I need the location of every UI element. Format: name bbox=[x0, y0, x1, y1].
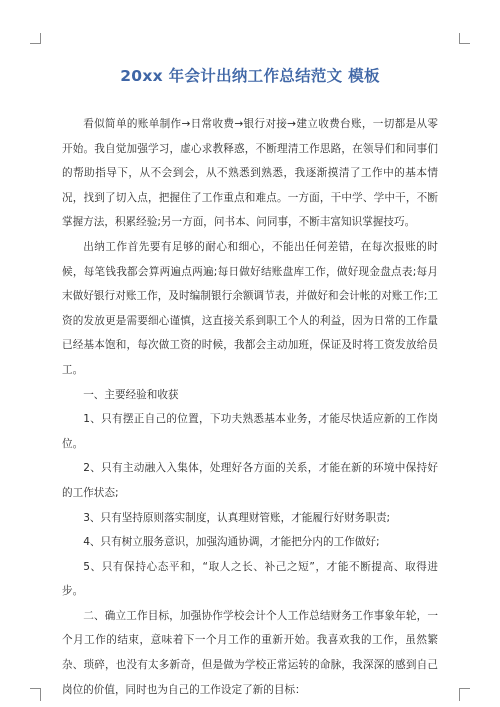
crop-mark-top-left bbox=[30, 33, 41, 44]
section-goals: 二、确立工作目标，加强协作学校会计个人工作总结财务工作事象年轮，一个月工作的结束，意味着下一个月工作的重新开始。我喜欢我的工作，虽然繁杂、琐碎，也没有太多新奇，但是做为学校正常运转的命脉，我深深的感到自己岗位的价值，同时也为自己的工作设定了新的目标： bbox=[62, 609, 438, 696]
section-heading-experience: 一、主要经验和收获 bbox=[83, 388, 179, 401]
crop-mark-top-right bbox=[459, 33, 470, 44]
list-item-2: 2、只有主动融入入集体，处理好各方面的关系，才能在新的环境中保持好的工作状态; bbox=[62, 462, 438, 499]
list-item-5: 5、只有保持心态平和，“取人之长、补己之短”，才能不断提高、取得进步。 bbox=[62, 560, 438, 598]
document-body bbox=[62, 112, 438, 702]
list-item-1: 1、只有摆正自己的位置，下功夫熟悉基本业务，才能尽快适应新的工作岗位。 bbox=[62, 413, 438, 450]
list-item-4: 4、只有树立服务意识，加强沟通协调，才能把分内的工作做好; bbox=[83, 536, 380, 549]
list-item-3: 3、只有坚持原则落实制度，认真理财管账，才能履行好财务职责; bbox=[83, 511, 391, 524]
crop-mark-bottom-left bbox=[30, 688, 41, 701]
document-title: 20xx 年会计出纳工作总结范文 模板 bbox=[120, 67, 380, 85]
crop-mark-bottom-right bbox=[459, 688, 470, 701]
paragraph-intro: 看似简单的账单制作→日常收费→银行对接→建立收费台账，一切都是从零开始。我自觉加强学习，虚心求教释惑，不断理清工作思路，在领导们和同事们的帮助指导下，从不会到会，从不熟悉到熟悉，我逐渐摸清了工作中的基本情况，找到了切入点，把握住了工作重点和难点。一方面，干中学、学中干，不断掌握方法，积累经验;另一方面，问书本、问同事，不断丰富知识掌握技巧。 bbox=[62, 118, 438, 229]
paragraph-cashier-duties: 出纳工作首先要有足够的耐心和细心，不能出任何差错，在每次报账的时候，每笔钱我都会算两遍点两遍;每日做好结账盘库工作，做好现金盘点表;每月末做好银行对账工作，及时编制银行余额调节表，并做好和会计帐的对账工作;工资的发放更是需要细心谨慎，这直接关系到职工个人的利益，因为日常的工作量已经基本饱和，每次做工资的时候，我都会主动加班，保证及时将工资发放给员工。 bbox=[62, 240, 438, 376]
